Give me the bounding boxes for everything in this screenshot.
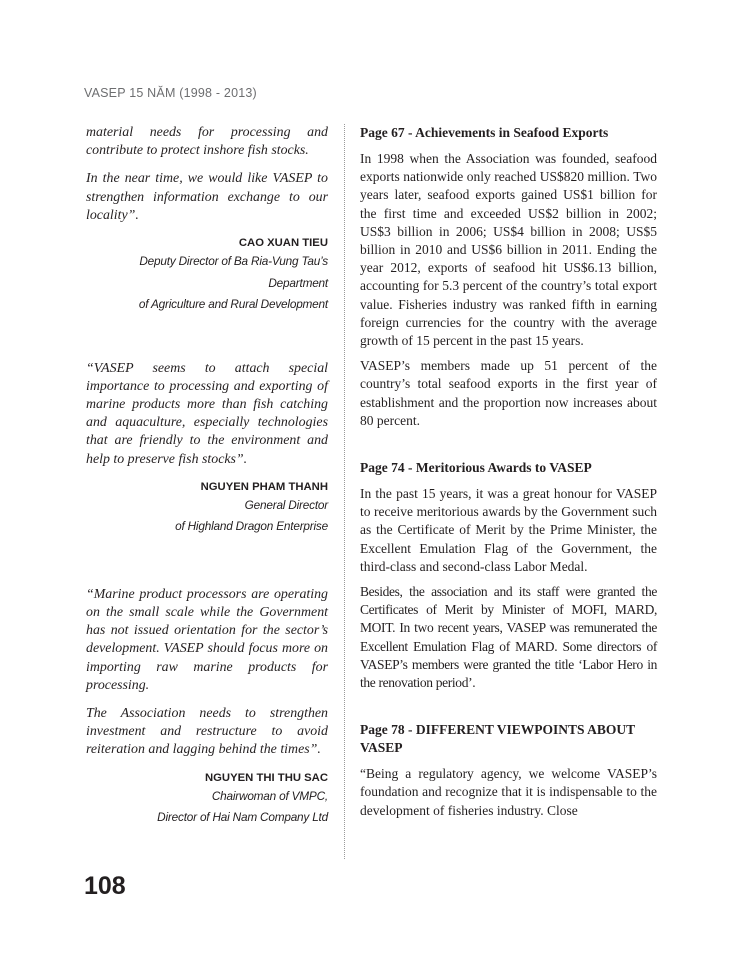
section-viewpoints: [360, 721, 657, 820]
author-role: Chairwoman of VMPC,: [211, 788, 328, 803]
body-paragraph: In 1998 when the Association was founded, seafood exports nationwide only reached US$820 million. Two years later, seafood exports gained US$1 billion for the first time and exceeded US$2 billion in 2002; US$3 billion in 2006; US$4 billion in 2008; US$5 billion in 2010 and US$6 billion in 2011. Ending the year 2012, exports of seafood hit US$6.13 billion, accounting for 5.3 percent of the country’s total export value. Fisheries industry was ranked fifth in earning foreign currencies for the country with the average growth of 15 percent in the past 15 years.: [360, 151, 657, 349]
body-paragraph: Besides, the association and its staff were granted the Certificates of Merit by Minister of MOFI, MARD, MOIT. In two recent years, VASEP was remunerated the Excellent Emulation Flag of MARD. Some directors of VASEP’s members were granted the title ‘Labor Hero in the renovation period’.: [360, 584, 657, 691]
section-heading: Page 78 - DIFFERENT VIEWPOINTS ABOUT VASEP: [360, 722, 635, 756]
quote-paragraph: In the near time, we would like VASEP to strengthen information exchange to our locality”.: [86, 171, 328, 223]
author-name: NGUYEN PHAM THANH: [200, 480, 328, 493]
quote-paragraph: The Association needs to strengthen investment and restructure to avoid reiteration and lagging behind the times”.: [86, 705, 328, 758]
signature: [86, 235, 328, 316]
running-header: VASEP 15 NĂM (1998 - 2013): [84, 86, 257, 100]
section-achievements: [360, 124, 657, 430]
quote-block: [86, 124, 328, 316]
body-paragraph: In the past 15 years, it was a great honour for VASEP to receive meritorious awards by the Government such as the Certificate of Merit by the Prime Minister, the Excellent Emulation Flag of the Government, the third-class and second-class Labor Medal.: [360, 486, 657, 574]
body-paragraph: “Being a regulatory agency, we welcome VASEP’s foundation and recognize that it is indispensable to the development of fisheries industry. Close: [360, 766, 657, 818]
column-divider: [344, 124, 345, 859]
quote-block: [86, 586, 328, 829]
signature: [86, 479, 328, 538]
author-name: CAO XUAN TIEU: [238, 237, 328, 250]
author-role: Director of Hai Nam Company Ltd: [157, 810, 328, 825]
quote-block: [86, 360, 328, 538]
section-awards: [360, 459, 657, 692]
author-role: General Director: [244, 497, 328, 512]
left-column: [86, 124, 328, 829]
quote-paragraph: “VASEP seems to attach special importance to processing and exporting of marine products more than fish catching and aquaculture, especially technologies that are friendly to the environment and help to preserve fish stocks”.: [86, 360, 328, 467]
author-role: of Agriculture and Rural Development: [138, 297, 328, 312]
quote-paragraph: “Marine product processors are operating on the small scale while the Government has not issued orientation for the sector’s development. VASEP should focus more on importing raw marine products for processing.: [86, 586, 328, 693]
author-role: of Highland Dragon Enterprise: [175, 519, 328, 534]
body-paragraph: VASEP’s members made up 51 percent of the country’s total seafood exports in the first year of establishment and the proportion now increases about 80 percent.: [360, 358, 657, 428]
signature: [86, 770, 328, 829]
author-name: NGUYEN THI THU SAC: [204, 771, 328, 784]
quote-paragraph: material needs for processing and contribute to protect inshore fish stocks.: [86, 125, 328, 159]
section-heading: Page 67 - Achievements in Seafood Exports: [360, 125, 609, 140]
author-role: Deputy Director of Ba Ria-Vung Tau’s Department: [139, 254, 328, 290]
page-number: 108: [84, 872, 126, 900]
section-heading: Page 74 - Meritorious Awards to VASEP: [360, 460, 592, 476]
right-column: [360, 124, 657, 827]
